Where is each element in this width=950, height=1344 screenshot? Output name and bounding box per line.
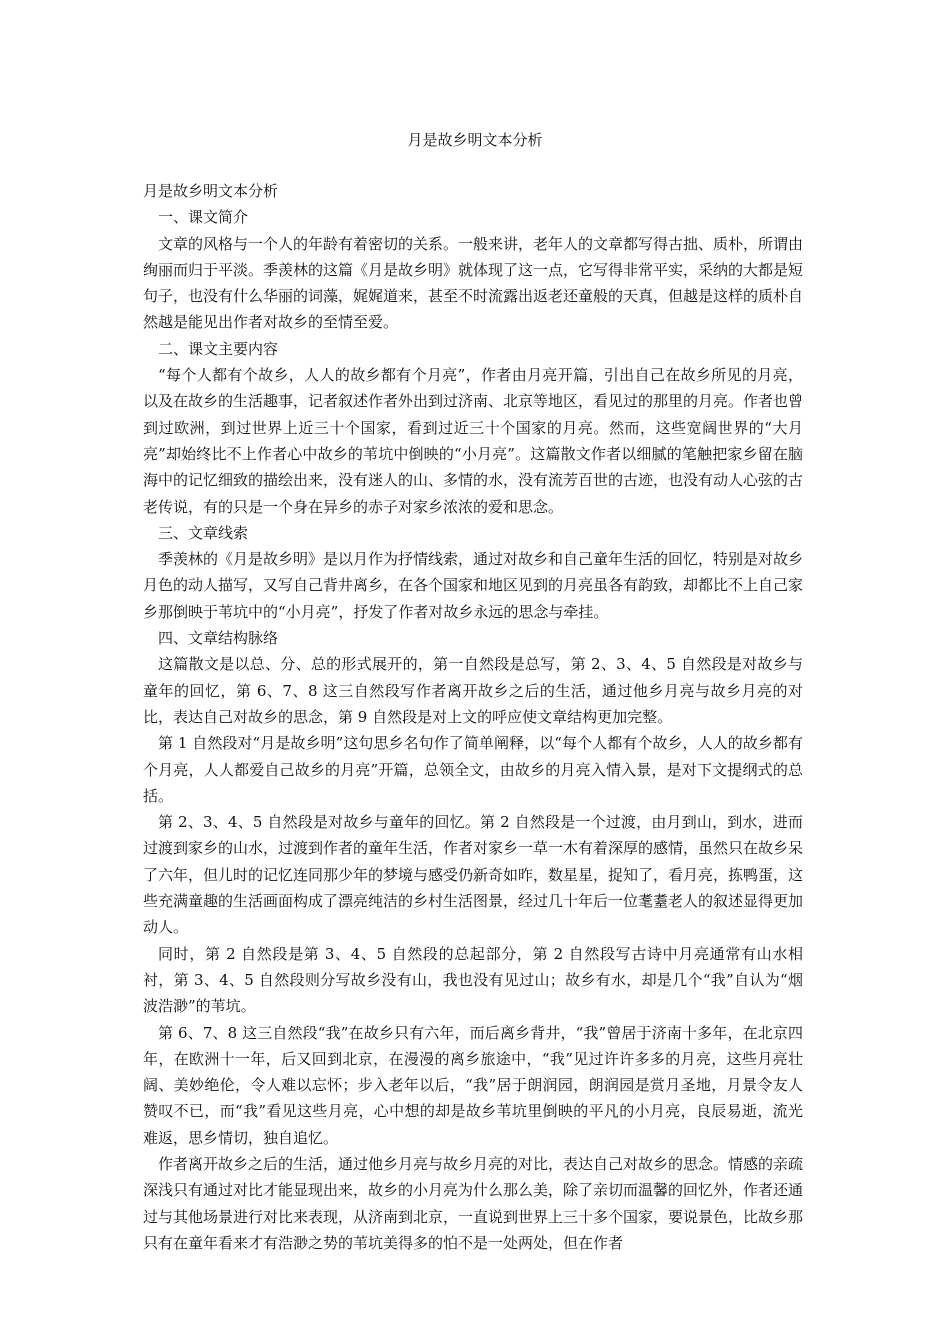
section-heading: 三、文章线索 <box>158 523 249 542</box>
section-heading: 一、课文简介 <box>158 208 249 227</box>
document-title: 月是故乡明文本分析 <box>407 131 543 149</box>
paragraph-structure-2: 第 1 自然段对“月是故乡明”这句思乡名句作了简单阐释，以“每个人都有个故乡，人人的故乡都有个月亮，人人都爱自己故乡的月亮”开篇，总领全文，由故乡的月亮入情入景，是对下文提纲式的总括。 <box>143 734 803 805</box>
paragraph-content: “每个人都有个故乡，人人的故乡都有个月亮”，作者由月亮开篇，引出自己在故乡所见的月亮，以及在故乡的生活趣事，记者叙述作者外出到过济南、北京等地区，看见过的那里的月亮。作者也曾到过欧洲，到过世界上近三十个国家，看到过近三十个国家的月亮。然而，这些宽阔世界的“大月亮”却始终比不上作者心中故乡的苇坑中倒映的“小月亮”。这篇散文作者以细腻的笔触把家乡留在脑海中的记忆细致的描绘出来，没有迷人的山、多情的水，没有流芳百世的古迹，也没有动人心弦的古老传说，有的只是一个身在异乡的赤子对家乡浓浓的爱和思念。 <box>143 366 804 516</box>
paragraph-clue: 季羡林的《月是故乡明》是以月作为抒情线索，通过对故乡和自己童年生活的回忆，特别是对故乡月色的动人描写，又写自己背井离乡，在各个国家和地区见到的月亮虽各有韵致，却都比不上自己家乡那倒映于苇坑中的“小月亮”，抒发了作者对故乡永远的思念与牵挂。 <box>143 550 804 621</box>
paragraph-intro: 文章的风格与一个人的年龄有着密切的关系。一般来讲，老年人的文章都写得古拙、质朴，所谓由绚丽而归于平淡。季羡林的这篇《月是故乡明》就体现了这一点，它写得非常平实，采纳的大都是短句子，也没有什么华丽的词藻，娓娓道来，甚至不时流露出返老还童般的天真，但越是这样的质朴自然越是能见出作者对故乡的至情至爱。 <box>143 234 804 332</box>
paragraph-structure-4: 同时，第 2 自然段是第 3、4、5 自然段的总起部分，第 2 自然段写古诗中月亮通常有山水相衬，第 3、4、5 自然段则分写故乡没有山，我也没有见过山；故乡有水，却是几个“我”自认为“烟波浩渺”的苇坑。 <box>143 944 803 1016</box>
section-heading: 四、文章结构脉络 <box>158 629 279 648</box>
paragraph-structure-6: 作者离开故乡之后的生活，通过他乡月亮与故乡月亮的对比，表达自己对故乡的思念。情感的亲疏深浅只有通过对比才能显现出来，故乡的小月亮为什么那么美，除了亲切而温馨的回忆外，作者还通过与其他场景进行对比来表现，从济南到北京，一直说到世界上三十多个国家，要说景色，比故乡那只有在童年看来才有浩渺之势的苇坑美得多的怕不是一处两处，但在作者 <box>143 1154 804 1252</box>
paragraph-structure-1: 这篇散文是以总、分、总的形式展开的，第一自然段是总写，第 2、3、4、5 自然段是对故乡与童年的回忆，第 6、7、8 这三自然段写作者离开故乡之后的生活，通过他乡月亮与故乡月亮的对比，表达自己对故乡的思念，第 9 自然段是对上文的呼应使文章结构更加完整。 <box>143 655 803 726</box>
document-subtitle: 月是故乡明文本分析 <box>143 182 279 200</box>
document-body <box>143 178 803 1256</box>
paragraph-structure-5: 第 6、7、8 这三自然段“我”在故乡只有六年，而后离乡背井，“我”曾居于济南十多年，在北京四年，在欧洲十一年，后又回到北京，在漫漫的离乡旅途中，“我”见过许许多多的月亮，这些月亮壮阔、美妙绝伦，令人难以忘怀；步入老年以后，“我”居于朗润园，朗润园是赏月圣地，月景令友人赞叹不已，而“我”看见这些月亮，心中想的却是故乡苇坑里倒映的平凡的小月亮，良辰易逝，流光难返，思乡情切，独自追忆。 <box>143 1023 803 1147</box>
paragraph-structure-3: 第 2、3、4、5 自然段是对故乡与童年的回忆。第 2 自然段是一个过渡，由月到山，到水，进而过渡到家乡的山水，过渡到作者的童年生活，作者对家乡一草一木有着深厚的感情，虽然只在故乡呆了六年，但儿时的记忆连同那少年的梦境与感受仍新奇如昨，数星星，捉知了，看月亮，拣鸭蛋，这些充满童趣的生活画面构成了漂亮纯洁的乡村生活图景，经过几十年后一位耄耋老人的叙述显得更加动人。 <box>143 813 804 937</box>
section-heading: 二、课文主要内容 <box>158 339 279 358</box>
